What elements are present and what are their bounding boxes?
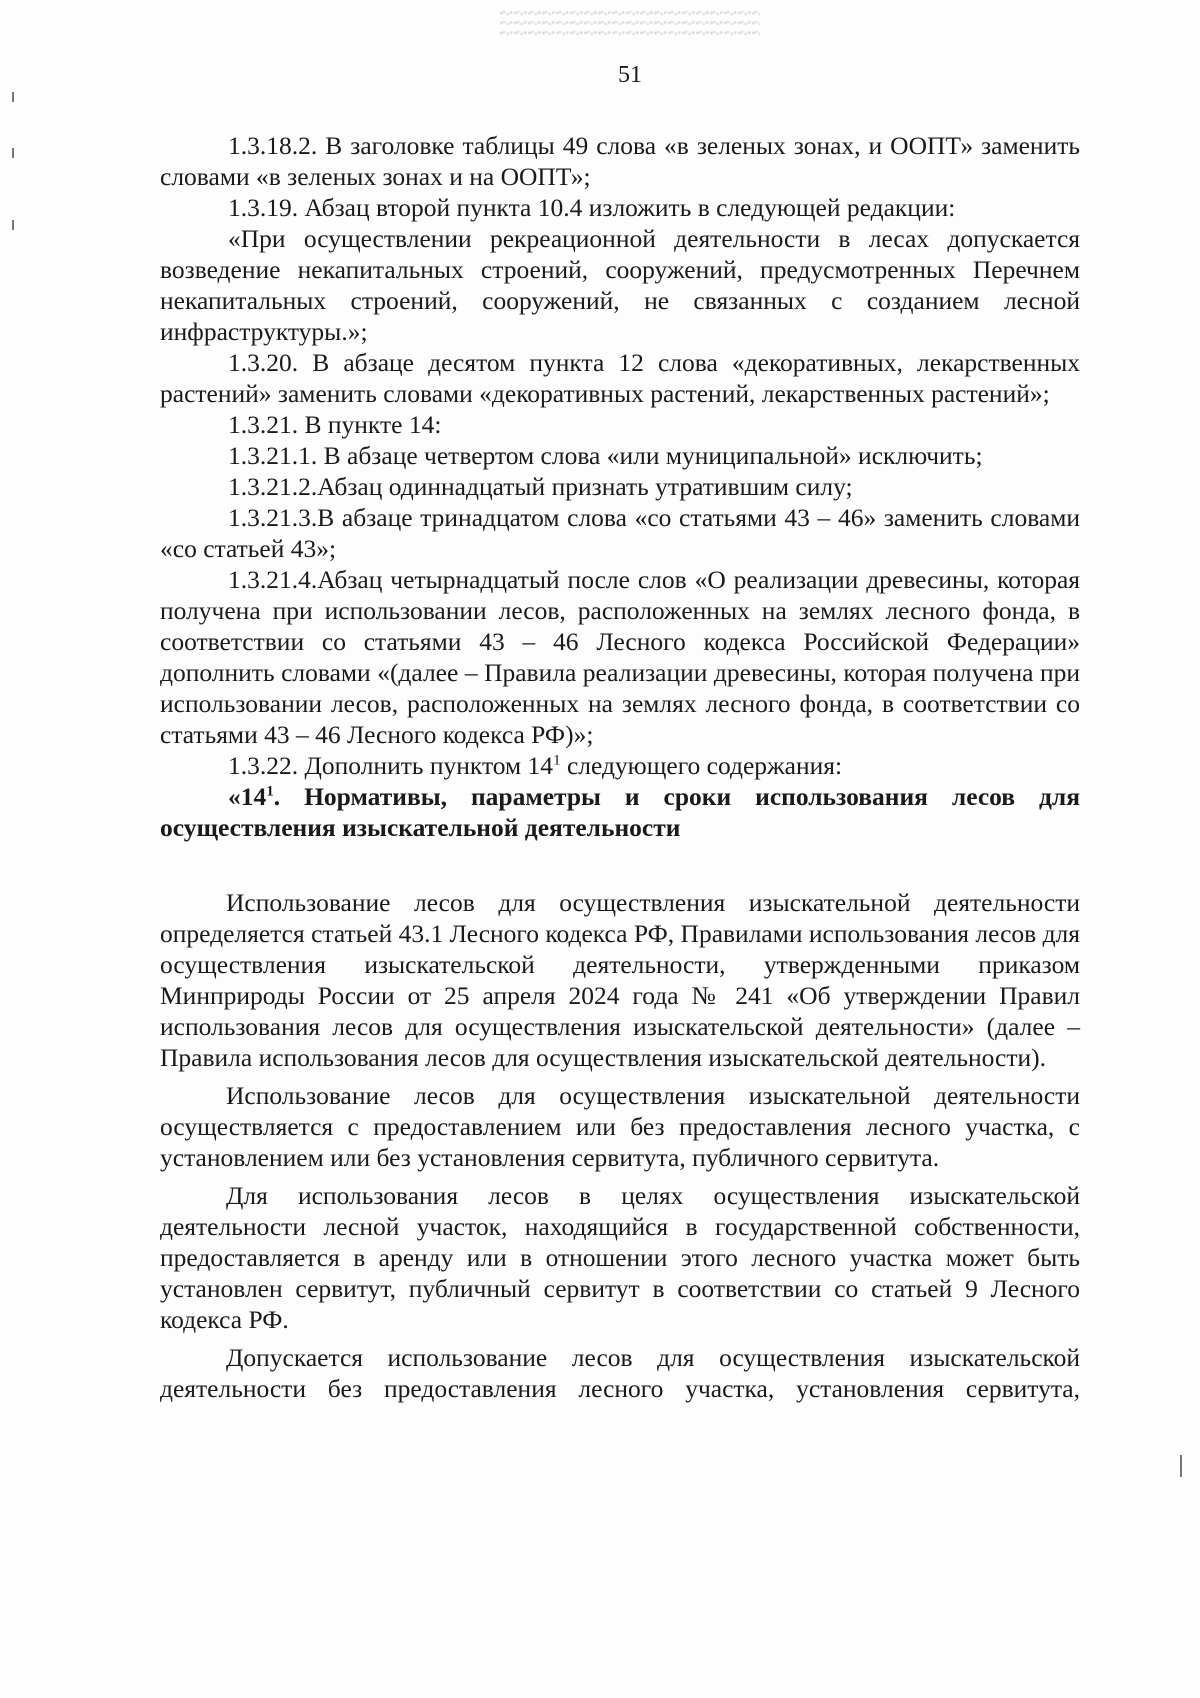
paragraph-1-3-18-2: 1.3.18.2. В заголовке таблицы 49 слова «в зеленых зонах, и ООПТ» заменить словами «в зеленых зонах и на ООПТ»;	[160, 131, 1080, 191]
paragraph-1-3-20: 1.3.20. В абзаце десятом пункта 12 слова «декоративных, лекарственных растений» заменить словами «декоративных растений, лекарственных растений»;	[160, 348, 1080, 408]
paragraph-1-3-21-3: 1.3.21.3.В абзаце тринадцатом слова «со статьями 43 – 46» заменить словами «со статьей 43»;	[160, 503, 1080, 563]
paragraph-land-lease: Для использования лесов в целях осуществления изыскательской деятельности лесной участок, находящийся в государственной собственности, предоставляется в аренду или в отношении этого лесного участка может быть установлен сервитут, публичный сервитут в соответствии со статьей 9 Лесного кодекса РФ.	[160, 1181, 1080, 1334]
superscript: 1	[553, 752, 561, 769]
document-body	[160, 130, 1080, 1404]
paragraph-1-3-21-4: 1.3.21.4.Абзац четырнадцатый после слов «О реализации древесины, которая получена при использовании лесов, расположенных на землях лесного фонда, в соответствии со статьями 43 – 46 Лесного кодекса Российской Федерации» дополнить словами «(далее – Правила реализации древесины, которая получена при использовании лесов, расположенных на землях лесного фонда, в соответствии со статьями 43 – 46 Лесного кодекса РФ)»;	[160, 565, 1080, 749]
scan-edge-mark	[12, 148, 14, 158]
paragraph-1-3-19: 1.3.19. Абзац второй пункта 10.4 изложить в следующей редакции:	[228, 193, 956, 222]
scan-edge-mark	[12, 220, 14, 230]
paragraph-1-3-21: 1.3.21. В пункте 14:	[228, 410, 442, 439]
paragraph-1-3-21-1: 1.3.21.1. В абзаце четвертом слова «или муниципальной» исключить;	[228, 441, 983, 470]
paragraph-usage-conditions: Использование лесов для осуществления изыскательной деятельности осуществляется с предоставлением или без предоставления лесного участка, с установлением или без установления сервитута, публичного сервитута.	[160, 1081, 1080, 1172]
paragraph-usage-without-plot: Допускается использование лесов для осуществления изыскательской деятельности без предоставления лесного участка, установления сервитута,	[160, 1343, 1080, 1403]
section-heading-14-1	[160, 781, 1080, 843]
paragraph-1-3-22-text: 1.3.22. Дополнить пунктом 14	[228, 751, 554, 780]
scan-artifact	[500, 8, 760, 38]
scan-edge-mark	[1180, 1455, 1182, 1477]
scan-edge-mark	[12, 92, 14, 102]
heading-superscript: 1	[266, 783, 274, 800]
paragraph-1-3-22	[160, 750, 1080, 781]
heading-text: . Нормативы, параметры и сроки использования лесов для осуществления изыскательной деятельности	[160, 782, 1080, 842]
paragraph-1-3-21-2: 1.3.21.2.Абзац одиннадцатый признать утратившим силу;	[228, 472, 853, 501]
paragraph-1-3-22-text-end: следующего содержания:	[560, 751, 843, 780]
paragraph-quote-recreation: «При осуществлении рекреационной деятельности в лесах допускается возведение некапитальных строений, сооружений, предусмотренных Перечнем некапитальных строений, сооружений, не связанных с созданием лесной инфраструктуры.»;	[160, 224, 1080, 346]
heading-number: «14	[228, 782, 267, 811]
paragraph-usage-definition: Использование лесов для осуществления изыскательной деятельности определяется статьей 43.1 Лесного кодекса РФ, Правилами использования лесов для осуществления изыскательской деятельности, утвержденными приказом Минприроды России от 25 апреля 2024 года № 241 «Об утверждении Правил использования лесов для осуществления изыскательской деятельности» (далее – Правила использования лесов для осуществления изыскательской деятельности).	[160, 888, 1080, 1072]
page-number: 51	[618, 62, 642, 88]
